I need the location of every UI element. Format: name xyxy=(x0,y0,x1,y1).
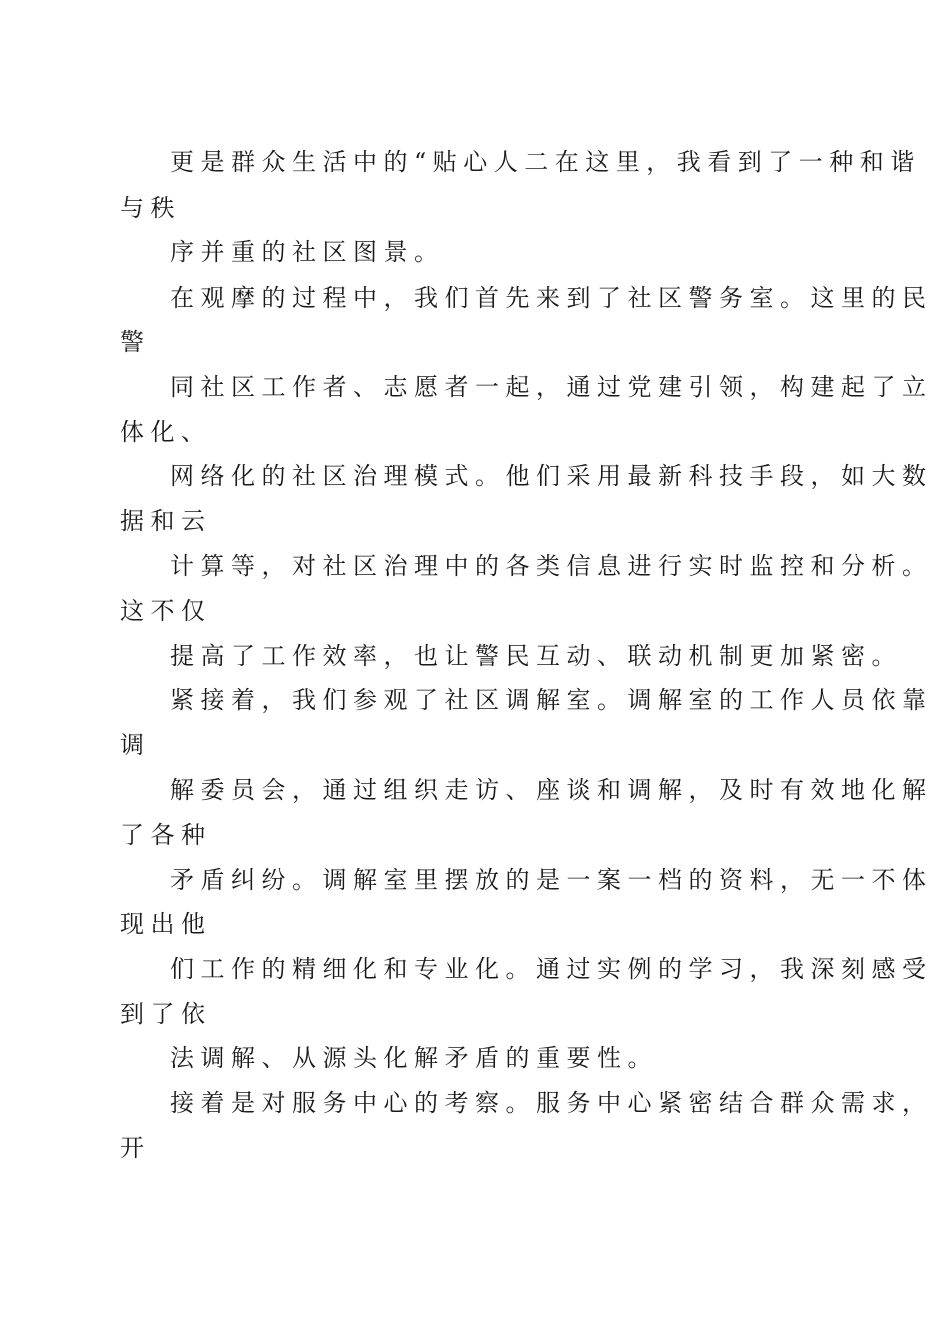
text-line: 接着是对服务中心的考察。服务中心紧密结合群众需求， xyxy=(170,1089,933,1117)
text-line: 到了依 xyxy=(120,1000,212,1028)
text-line: 紧接着，我们参观了社区调解室。调解室的工作人员依靠 xyxy=(170,686,933,714)
text-line: 与秩 xyxy=(120,194,181,222)
text-line: 提高了工作效率，也让警民互动、联动机制更加紧密。 xyxy=(170,642,902,670)
text-line: 警 xyxy=(120,328,151,356)
text-line: 们工作的精细化和专业化。通过实例的学习，我深刻感受 xyxy=(170,955,933,983)
text-line: 法调解、从源头化解矛盾的重要性。 xyxy=(170,1044,658,1072)
text-line: 在观摩的过程中，我们首先来到了社区警务室。这里的民 xyxy=(170,284,933,312)
text-line: 解委员会，通过组织走访、座谈和调解，及时有效地化解 xyxy=(170,776,933,804)
text-line: 矛盾纠纷。调解室里摆放的是一案一档的资料，无一不体 xyxy=(170,866,933,894)
text-line: 开 xyxy=(120,1134,151,1162)
text-line: 据和云 xyxy=(120,507,212,535)
text-line: 网络化的社区治理模式。他们采用最新科技手段，如大数 xyxy=(170,462,933,490)
text-line: 更是群众生活中的“贴心人二在这里，我看到了一种和谐 xyxy=(170,148,921,176)
text-line: 体化、 xyxy=(120,418,212,446)
text-line: 调 xyxy=(120,731,151,759)
text-line: 同社区工作者、志愿者一起，通过党建引领，构建起了立 xyxy=(170,373,933,401)
text-line: 现出他 xyxy=(120,910,212,938)
text-line: 这不仅 xyxy=(120,597,212,625)
text-line: 了各种 xyxy=(120,821,212,849)
text-line: 序并重的社区图景。 xyxy=(170,238,445,266)
text-line: 计算等，对社区治理中的各类信息进行实时监控和分析。 xyxy=(170,552,933,580)
